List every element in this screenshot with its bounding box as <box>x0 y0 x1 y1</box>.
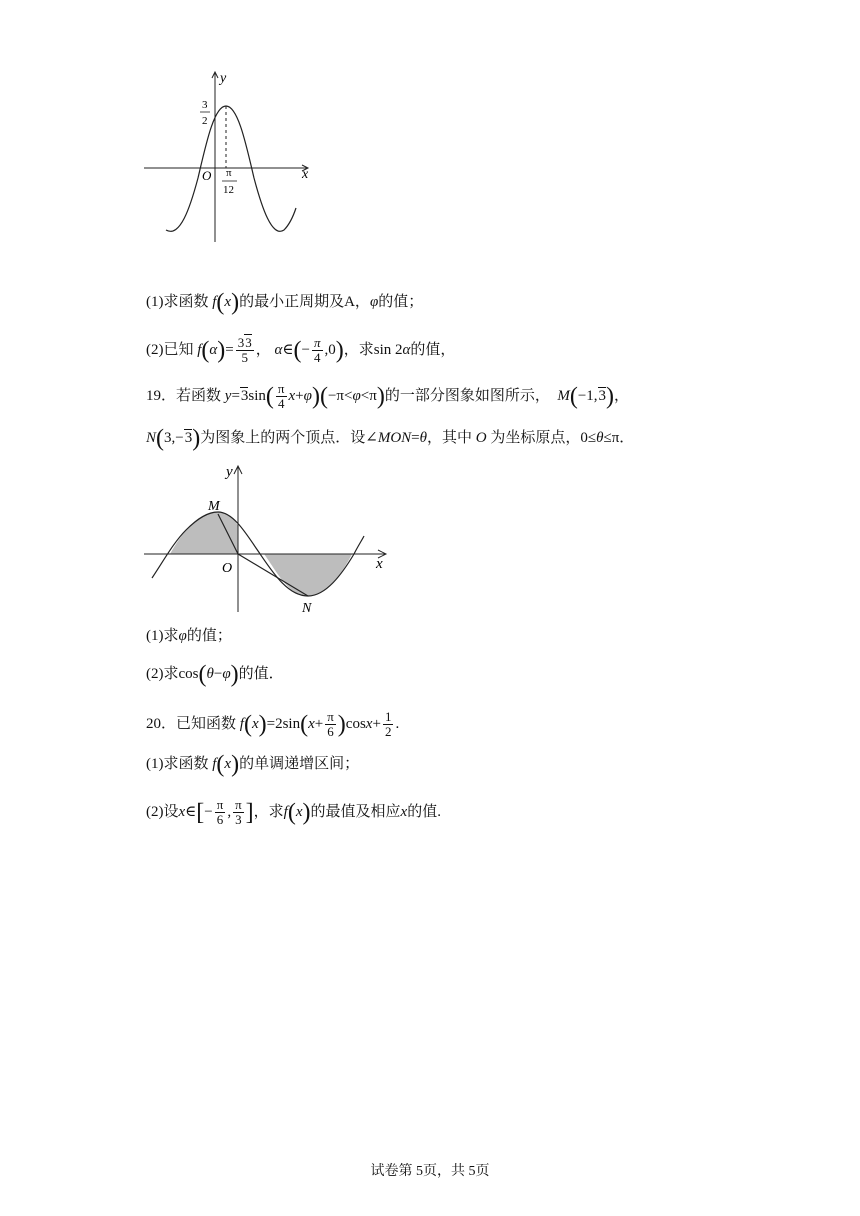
q19-text1: 的一部分图象如图所示， <box>384 387 550 404</box>
origin-label: O <box>222 561 233 576</box>
ytick-numerator: 3 <box>202 99 208 111</box>
q20-part2-mid: ，求 <box>253 803 284 820</box>
origin-label: O <box>202 168 212 183</box>
q19-part2-prefix: (2)求 <box>146 666 179 682</box>
q18-part2-tail: 的值， <box>410 341 456 358</box>
q18-part2: (2)已知 f(α)= $\frac{33}{5}$ ， α∈(− $\frac{\pi}{4}$ ,0)，求sin 2α的值， <box>146 335 456 365</box>
figure-sine-graph-1 <box>140 68 320 248</box>
q19-text4: 为坐标原点， <box>490 430 581 446</box>
q20-stem: 20．已知函数 f(x)=2sin(x+ $\frac{\pi}{6}$ )cosx+ $\frac{1}{2}$ . <box>146 709 400 739</box>
q18-part1-prefix: (1)求函数 <box>146 294 209 310</box>
q18-part2-prefix: (2)已知 <box>146 341 194 358</box>
y-axis-label: y <box>220 71 227 86</box>
x-axis-label: x <box>302 167 309 182</box>
figure-sine-graph-2 <box>140 460 400 620</box>
q19-line1: 19．若函数 y=3sin( $\frac{\pi}{4}$ x+φ)(−π<φ<π)的一部分图象如图所示， M(−1,3)， <box>146 381 630 411</box>
point-m-label: M <box>208 499 220 514</box>
q18-part2-mid: ，求 <box>343 341 374 358</box>
ytick-denominator: 2 <box>202 115 208 127</box>
q20-part1: (1)求函数 f(x)的单调递增区间； <box>146 751 360 778</box>
q19-part1-tail: 的值； <box>186 628 232 644</box>
q18-part1-tail: 的值； <box>378 294 424 310</box>
xtick-numerator: π <box>226 167 232 179</box>
q20-part2-prefix: (2)设 <box>146 803 179 820</box>
q20-part2: (2)设x∈[− $\frac{\pi}{6}$ , $\frac{\pi}{3}$ ]，求f(x)的最值及相应x的值. <box>146 797 441 827</box>
point-n-label: N <box>302 601 312 616</box>
q20-part2-mid2: 的最值及相应 <box>310 803 401 820</box>
shaded-region-lower <box>264 554 352 596</box>
q19-line2: N(3,−3)为图象上的两个顶点．设∠MON=θ，其中 O 为坐标原点，0≤θ≤π． <box>146 425 635 452</box>
xtick-denominator: 12 <box>223 184 234 196</box>
q20-part1-prefix: (1)求函数 <box>146 756 209 772</box>
q19-text3: ，其中 <box>427 430 473 446</box>
q20-part1-tail: 的单调递增区间； <box>239 756 360 772</box>
q20-part2-tail: 的值. <box>407 803 441 820</box>
q19-number: 19．若函数 <box>146 387 222 404</box>
q19-part1: (1)求φ的值； <box>146 628 232 644</box>
q20-number: 20．已知函数 <box>146 715 237 732</box>
y-axis-label: y <box>226 464 233 480</box>
q19-part1-prefix: (1)求 <box>146 628 179 644</box>
q19-part2-tail: 的值． <box>238 666 284 682</box>
q19-part2: (2)求cos(θ−φ)的值． <box>146 661 284 688</box>
page-footer: 试卷第 5页，共 5页 <box>370 1164 490 1179</box>
q19-text2: 为图象上的两个顶点．设 <box>200 430 366 446</box>
q18-part1: (1)求函数 f(x)的最小正周期及A，φ的值； <box>146 289 424 316</box>
q18-part1-text: 的最小正周期及A， <box>239 294 370 310</box>
x-axis-label: x <box>376 556 383 572</box>
